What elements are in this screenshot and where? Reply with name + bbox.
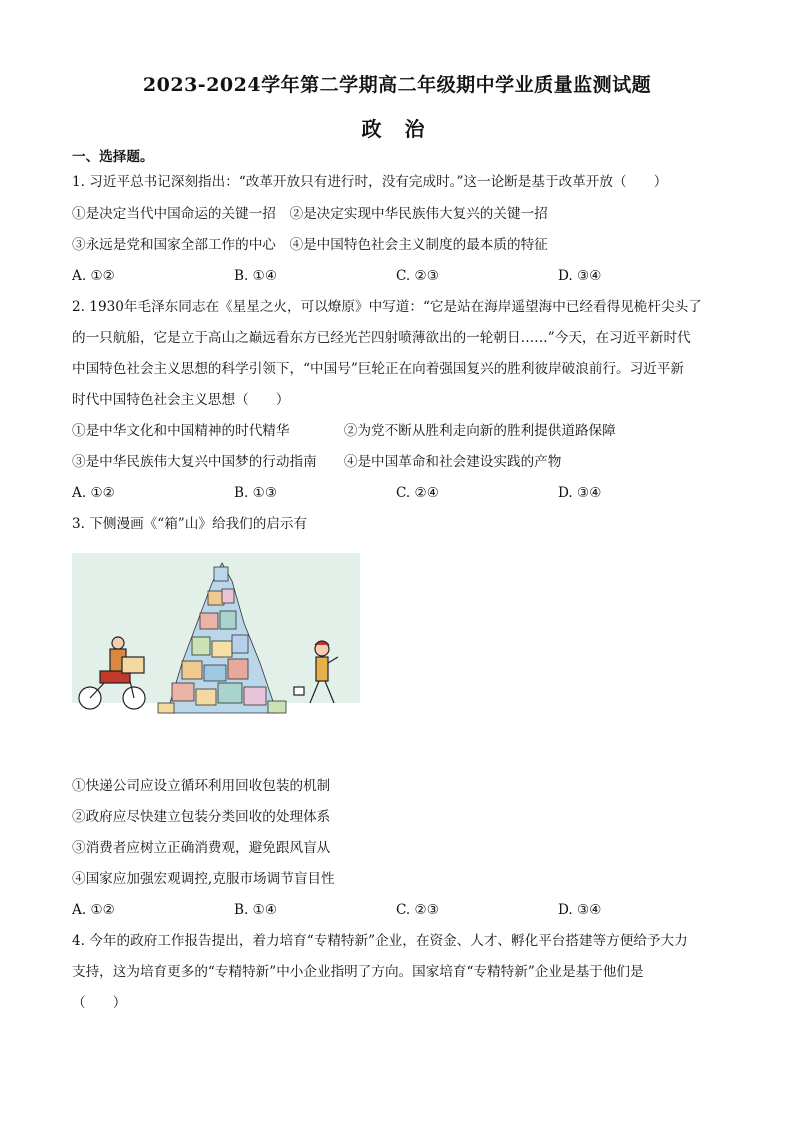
q1-statement-2: ③永远是党和国家全部工作的中心 ④是中国特色社会主义制度的最本质的特征 bbox=[72, 237, 548, 253]
q2-stem-line-2: 的一只航船，它是立于高山之巅远看东方已经光芒四射喷薄欲出的一轮朝日……”今天，在习近平新时代 bbox=[72, 330, 691, 346]
q1-option-b[interactable]: B. ①④ bbox=[234, 268, 278, 284]
q2-stem-line-4: 时代中国特色社会主义思想（ ） bbox=[72, 392, 290, 408]
q2-option-a[interactable]: A. ①② bbox=[72, 485, 115, 501]
q4-stem-line-2: 支持，这为培育更多的“专精特新”中小企业指明了方向。国家培育“专精特新”企业是基于他们是 bbox=[72, 964, 644, 980]
q3-stem: 3. 下侧漫画《“箱”山》给我们的启示有 bbox=[72, 516, 308, 532]
q3-option-d[interactable]: D. ③④ bbox=[558, 902, 602, 918]
q1-statement-1: ①是决定当代中国命运的关键一招 ②是决定实现中华民族伟大复兴的关键一招 bbox=[72, 206, 548, 222]
q3-option-c[interactable]: C. ②③ bbox=[396, 902, 439, 918]
box-mountain-cartoon bbox=[72, 553, 360, 721]
q4-stem-line-3: （ ） bbox=[72, 995, 127, 1011]
q1-stem: 1. 习近平总书记深刻指出：“改革开放只有进行时，没有完成时。”这一论断是基于改革开放（ ） bbox=[72, 174, 668, 190]
subject-title: 政 治 bbox=[361, 117, 433, 141]
q2-option-c[interactable]: C. ②④ bbox=[396, 485, 439, 501]
q3-option-b[interactable]: B. ①④ bbox=[234, 902, 278, 918]
q3-statement-1: ①快递公司应设立循环利用回收包装的机制 bbox=[72, 778, 331, 794]
q2-statement-2: ③是中华民族伟大复兴中国梦的行动指南 ④是中国革命和社会建设实践的产物 bbox=[72, 454, 562, 470]
q3-statement-4: ④国家应加强宏观调控,克服市场调节盲目性 bbox=[72, 871, 335, 887]
q2-statement-1: ①是中华文化和中国精神的时代精华 ②为党不断从胜利走向新的胜利提供道路保障 bbox=[72, 423, 616, 439]
q3-statement-3: ③消费者应树立正确消费观，避免跟风盲从 bbox=[72, 840, 331, 856]
exam-title: 2023-2024学年第二学期高二年级期中学业质量监测试题 bbox=[142, 74, 652, 96]
q1-option-d[interactable]: D. ③④ bbox=[558, 268, 602, 284]
section-heading: 一、选择题。 bbox=[72, 149, 154, 165]
q3-option-a[interactable]: A. ①② bbox=[72, 902, 115, 918]
q4-stem-line-1: 4. 今年的政府工作报告提出，着力培育“专精特新”企业，在资金、人才、孵化平台搭建等方便给予大力 bbox=[72, 933, 688, 949]
q2-stem-line-1: 2. 1930年毛泽东同志在《星星之火，可以燎原》中写道：“它是站在海岸遥望海中已经看得见桅杆尖头了 bbox=[72, 299, 702, 315]
q1-option-a[interactable]: A. ①② bbox=[72, 268, 115, 284]
q1-option-c[interactable]: C. ②③ bbox=[396, 268, 439, 284]
q3-statement-2: ②政府应尽快建立包装分类回收的处理体系 bbox=[72, 809, 331, 825]
q2-stem-line-3: 中国特色社会主义思想的科学引领下，“中国号”巨轮正在向着强国复兴的胜利彼岸破浪前行。习近平新 bbox=[72, 361, 685, 377]
q2-option-d[interactable]: D. ③④ bbox=[558, 485, 602, 501]
q2-option-b[interactable]: B. ①③ bbox=[234, 485, 278, 501]
